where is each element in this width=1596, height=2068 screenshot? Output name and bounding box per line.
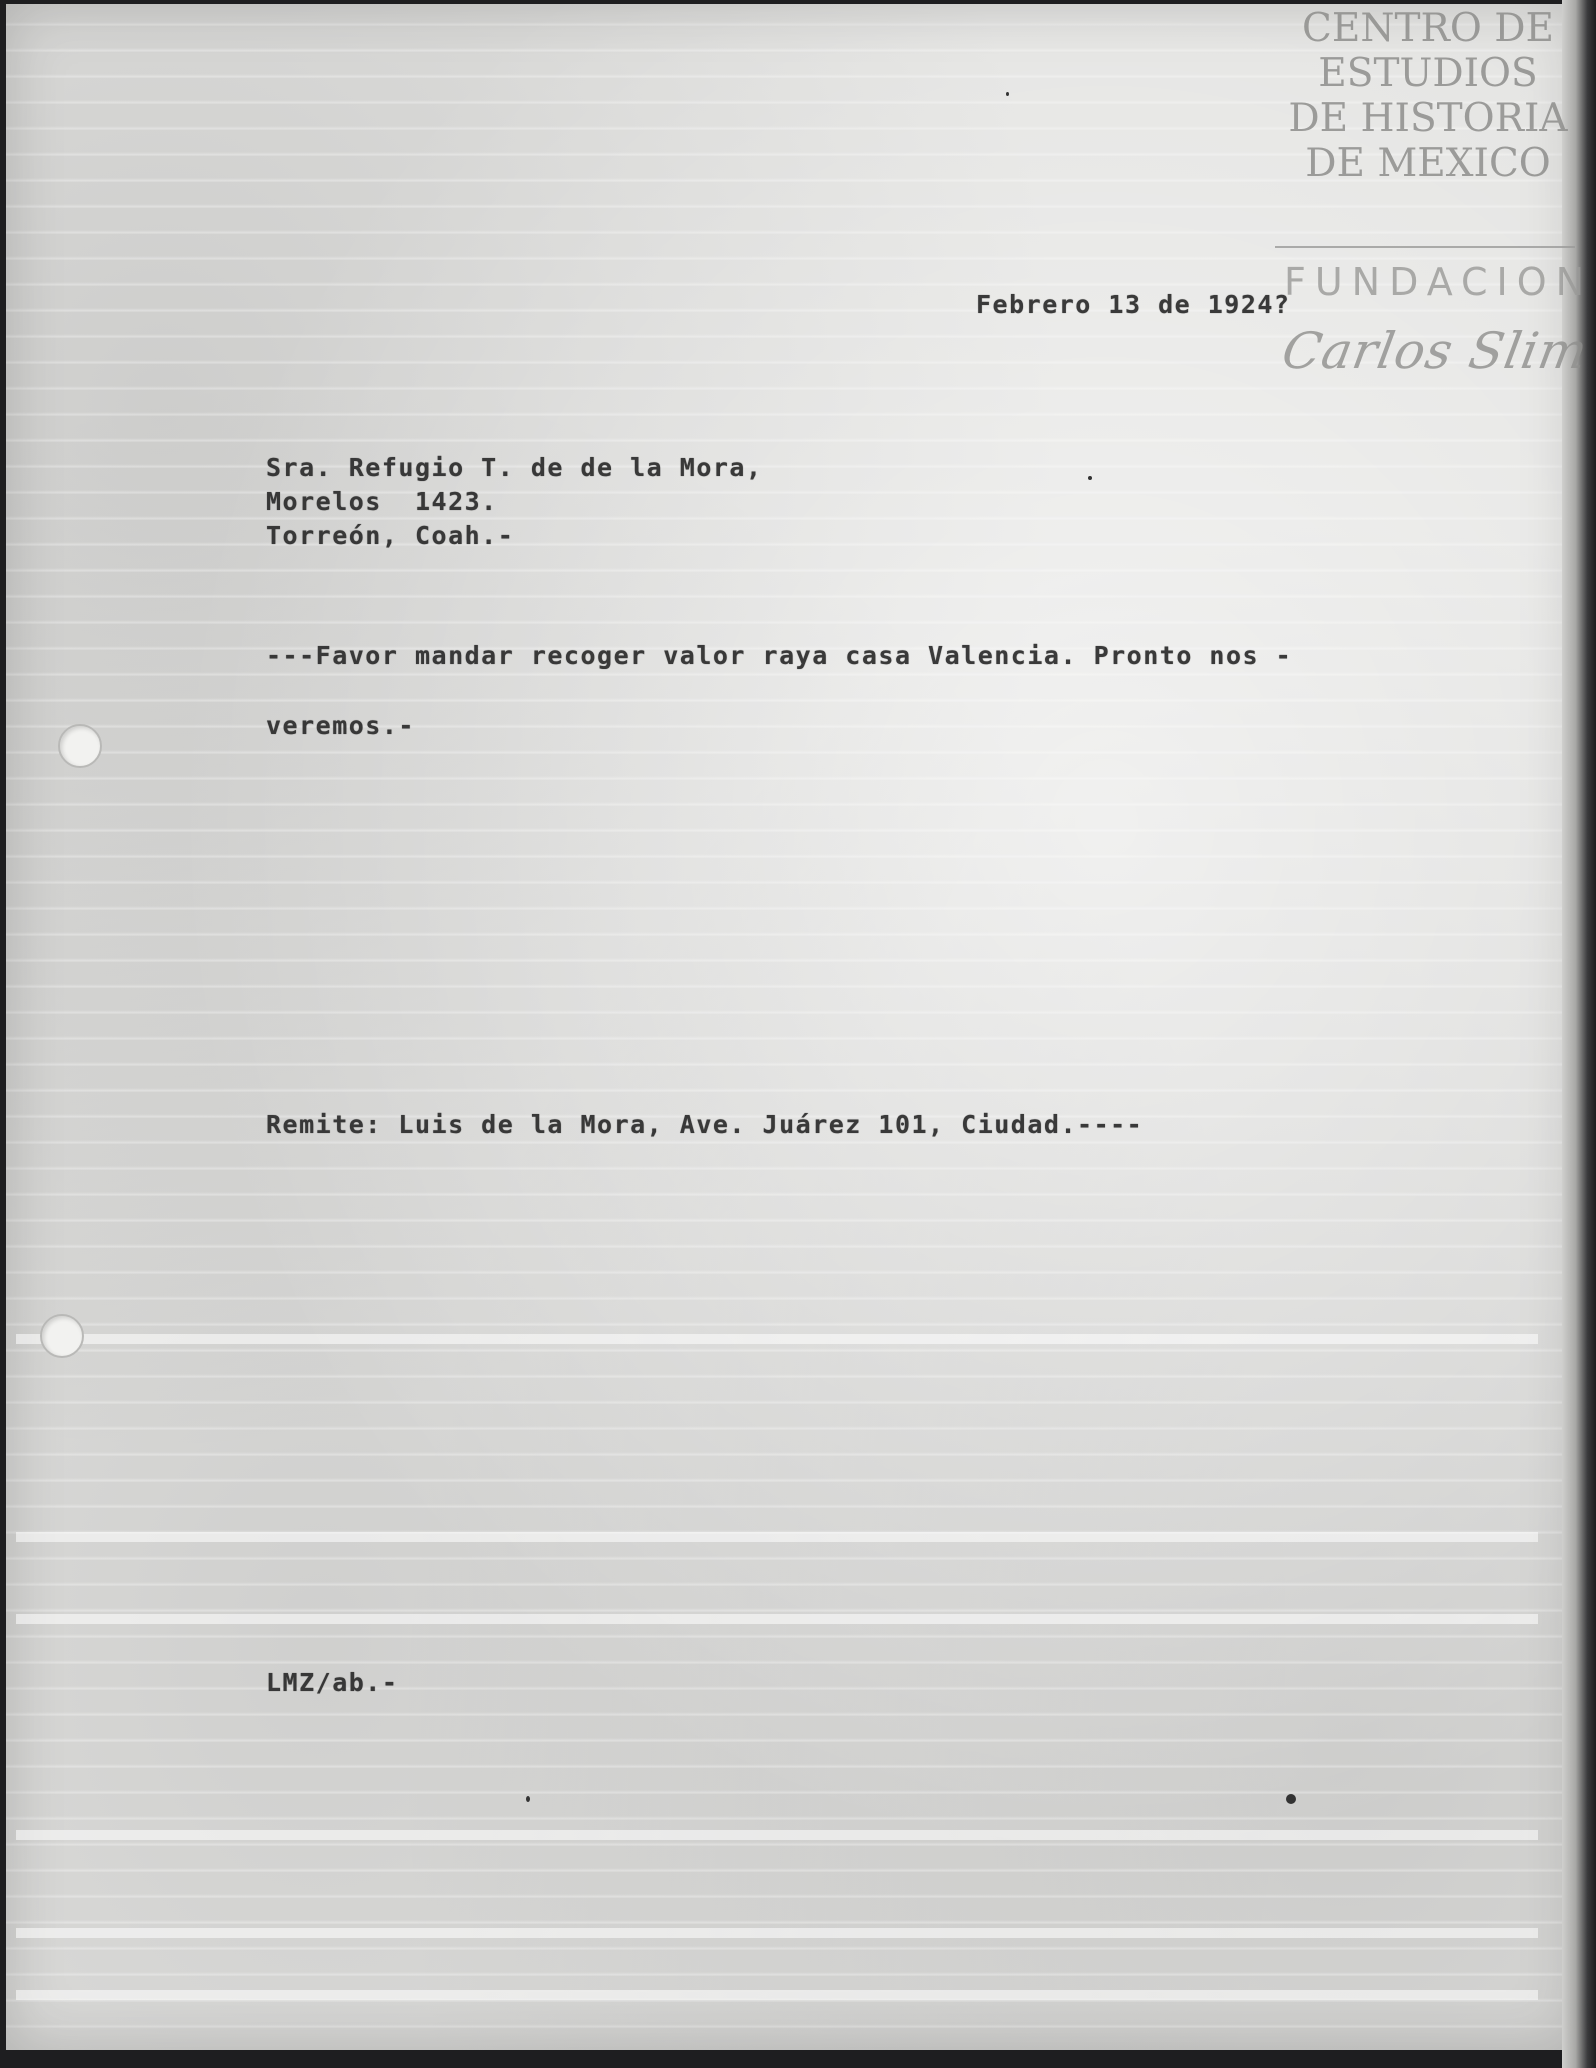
sender-line: Remite: Luis de la Mora, Ave. Juárez 101, Ciudad.---- — [266, 1110, 1144, 1139]
stamp-foundation: FUNDACION — [1284, 260, 1594, 304]
scan-stripe — [16, 1334, 1538, 1344]
ink-speck — [1088, 476, 1092, 480]
recipient-city: Torreón, Coah.- — [266, 521, 515, 550]
punch-hole-bottom — [40, 1314, 84, 1358]
punch-hole-top — [58, 724, 102, 768]
stamp-line: ESTUDIOS — [1318, 51, 1538, 96]
scan-stripe — [16, 1532, 1538, 1542]
archive-stamp — [1278, 6, 1578, 186]
stamp-line: DE MEXICO — [1305, 141, 1551, 186]
ink-speck — [526, 1796, 530, 1802]
recipient-name: Sra. Refugio T. de de la Mora, — [266, 453, 763, 482]
body-line-2: veremos.- — [266, 711, 415, 740]
ink-speck — [1286, 1794, 1296, 1804]
typist-initials: LMZ/ab.- — [266, 1668, 399, 1697]
document-sheet — [6, 4, 1578, 2050]
stamp-line: DE HISTORIA — [1288, 96, 1568, 141]
recipient-street: Morelos 1423. — [266, 487, 498, 516]
scan-stripe — [16, 1928, 1538, 1938]
letter-date: Febrero 13 de 1924? — [976, 290, 1291, 319]
stamp-divider — [1275, 246, 1575, 248]
ink-speck — [1006, 92, 1009, 96]
stamp-signature: Carlos Slim — [1277, 322, 1593, 380]
page-edge-shadow — [1562, 0, 1596, 2068]
scan-stripe — [16, 1830, 1538, 1840]
body-line-1: ---Favor mandar recoger valor raya casa Valencia. Pronto nos - — [266, 641, 1293, 670]
scan-stripe — [16, 1990, 1538, 2000]
stamp-line: CENTRO DE — [1302, 6, 1554, 51]
scan-stripe — [16, 1614, 1538, 1624]
